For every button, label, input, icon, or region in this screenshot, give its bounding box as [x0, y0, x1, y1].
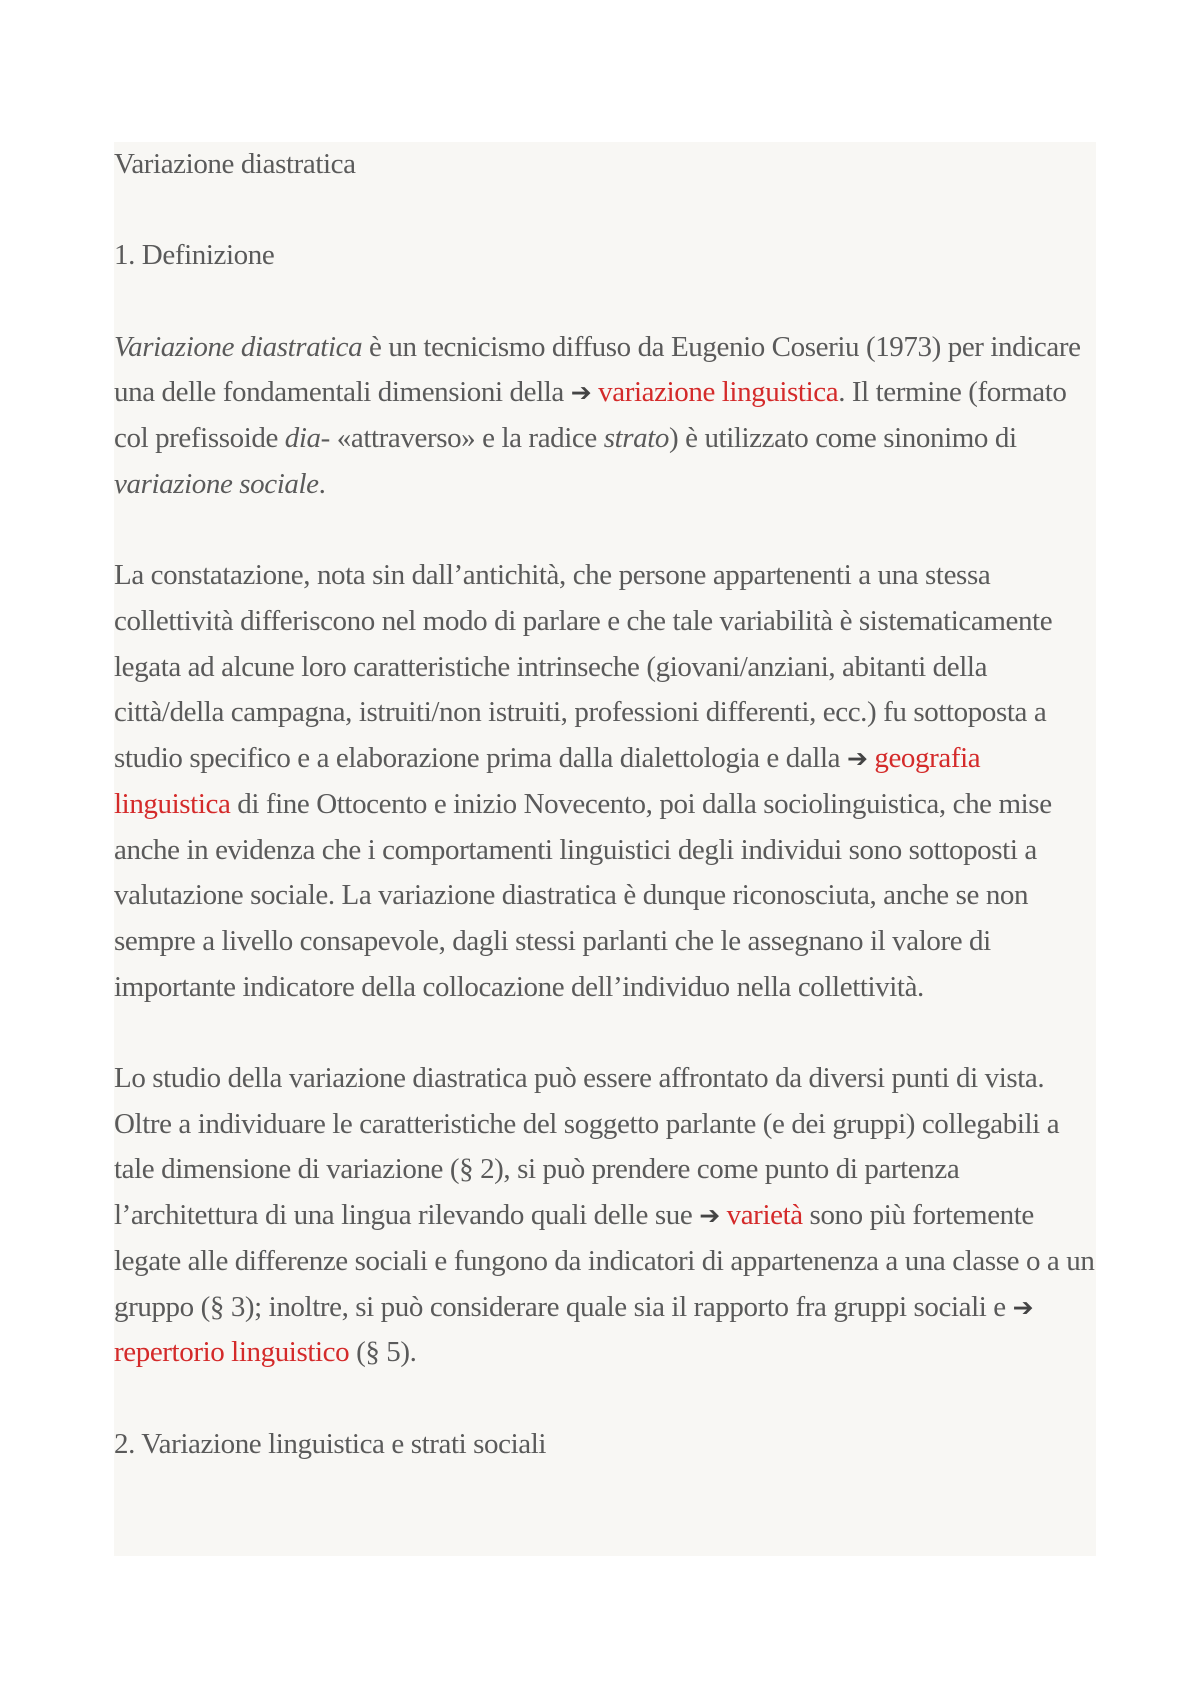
term-dia: dia-: [284, 422, 330, 455]
link-variazione-linguistica[interactable]: variazione linguistica: [598, 376, 839, 409]
link-repertorio-linguistico[interactable]: repertorio linguistico: [114, 1336, 350, 1369]
arrow-icon: ➔: [699, 1201, 720, 1231]
paragraph-definizione: Variazione diastratica è un tecnicismo diffuso da Eugenio Coseriu (1973) per indicare una delle fondamentali dimensioni della ➔ variazione linguistica. Il termine (formato col prefissoide dia- «attraverso» e la radice strato) è utilizzato come sinonimo di variazione sociale.: [114, 330, 1081, 500]
article-body: [114, 142, 1096, 1467]
arrow-icon: ➔: [1012, 1292, 1034, 1322]
link-geografia-linguistica[interactable]: geografia linguistica: [114, 742, 981, 820]
term-variazione-sociale: variazione sociale: [114, 467, 319, 500]
paragraph-constatazione: La constatazione, nota sin dall’antichità, che persone appartenenti a una stessa collettività differiscono nel modo di parlare e che tale variabilità è sistematicamente legata ad alcune loro caratteristiche intrinseche (giovani/anziani, abitanti della città/della campagna, istruiti/non istruiti, professioni differenti, ecc.) fu sottoposta a studio specifico e a elaborazione prima dalla dialettologia e dalla ➔ geografia linguistica di fine Ottocento e inizio Novecento, poi dalla sociolinguistica, che mise anche in evidenza che i comportamenti linguistici degli individui sono sottoposti a valutazione sociale. La variazione diastratica è dunque riconosciuta, anche se non sempre a livello consapevole, dagli stessi parlanti che le assegnano il valore di importante indicatore della collocazione dell’individuo nella collettività.: [114, 559, 1053, 1003]
paragraph-studio: Lo studio della variazione diastratica può essere affrontato da diversi punti di vista. Oltre a individuare le caratteristiche del soggetto parlante (e dei gruppi) collegabili a tale dimensione di variazione (§ 2), si può prendere come punto di partenza l’architettura di una lingua rilevando quali delle sue ➔ varietà sono più fortemente legate alle differenze sociali e fungono da indicatori di appartenenza a una classe o a un gruppo (§ 3); inoltre, si può considerare quale sia il rapporto fra gruppi sociali e ➔ repertorio linguistico (§ 5).: [114, 1062, 1095, 1369]
arrow-icon: ➔: [570, 378, 592, 408]
section-heading-definizione: 1. Definizione: [114, 239, 275, 272]
term-variazione-diastratica: Variazione diastratica: [114, 330, 363, 363]
link-varieta[interactable]: varietà: [726, 1199, 803, 1232]
page-title: Variazione diastratica: [114, 148, 356, 180]
section-heading-strati-sociali: 2. Variazione linguistica e strati sociali: [114, 1427, 547, 1460]
arrow-icon: ➔: [846, 744, 868, 774]
term-strato: strato: [603, 422, 670, 455]
